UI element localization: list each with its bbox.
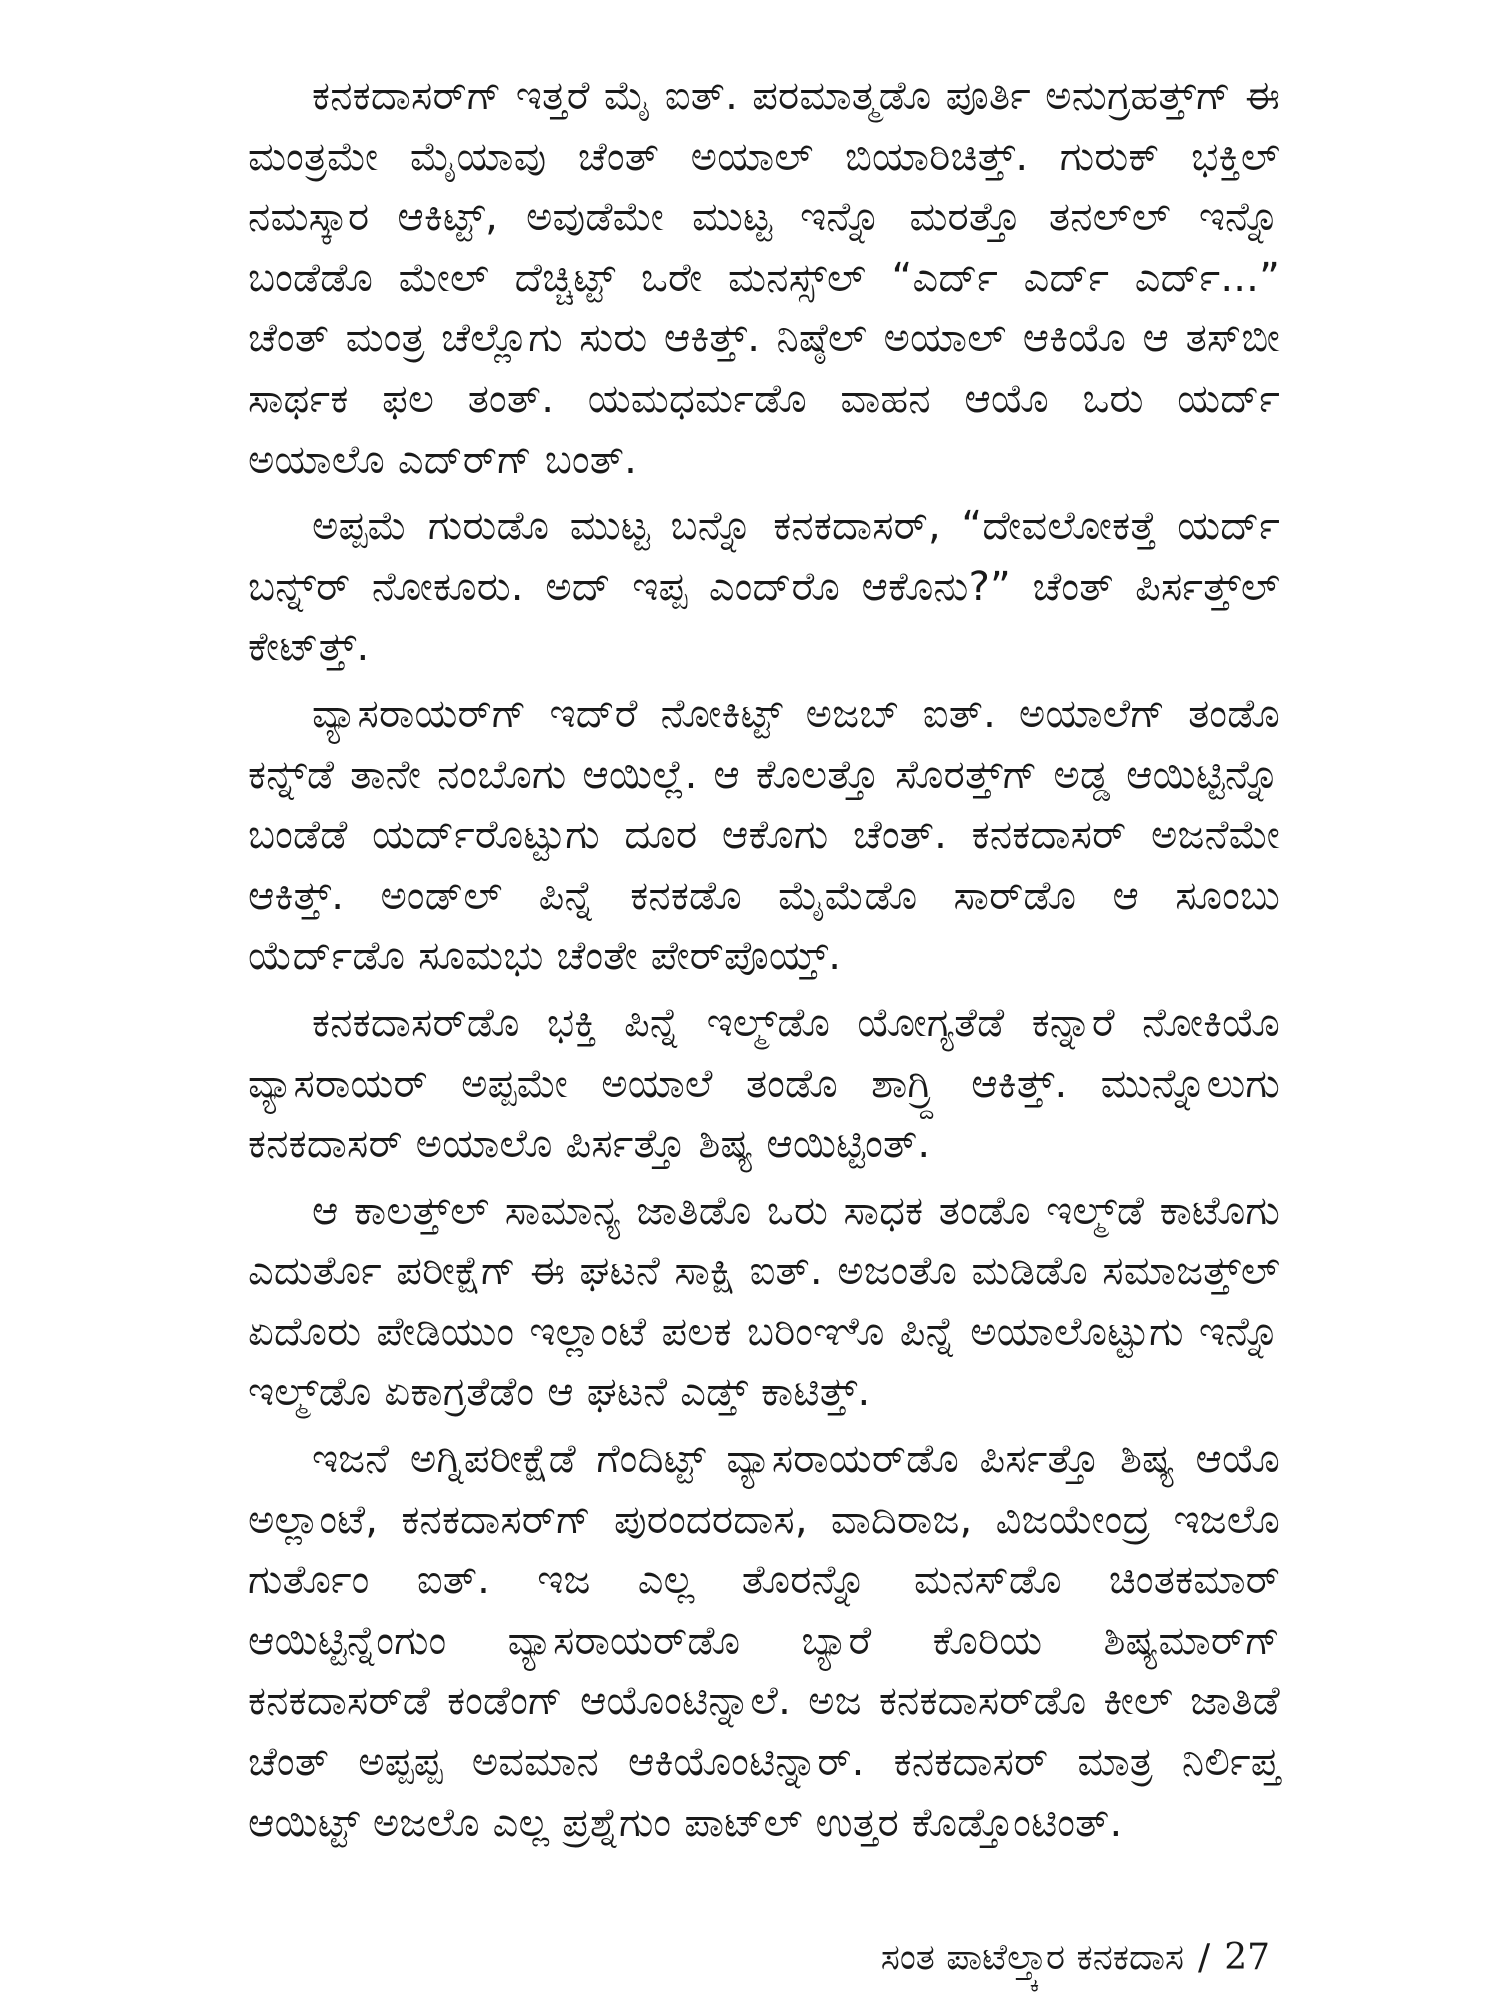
paragraph: ವ್ಯಾಸರಾಯರ್‌ಗ್ ಇದ್‌ರೆ ನೋಕಿಟ್ಟ್ ಅಜಬ್ ಐತ್. ಅಯಾಲೆಗ್ ತಂಡೊ ಕನ್ನ್‌ಡೆ ತಾನೇ ನಂಬೊಗು ಆಯಿಲ್ಲೆ. ಆ ಕೊಲತ್ತೊ ಸೊರತ್ತ್‌ಗ್ ಅಡ್ಡ ಆಯಿಟ್ಟಿನ್ನೊ ಬಂಡೆಡೆ ಯರ್ದ್‌ರೊಟ್ಟುಗು ದೂರ ಆಕೊಗು ಚೆಂತ್. ಕನಕದಾಸರ್ ಅಜನೆಮೇ ಆಕಿತ್ತ್. ಅಂಡ್‌ಲ್ ಪಿನ್ನೆ ಕನಕಡೊ ಮೈಮೆಡೊ ಸಾರ್‌ಡೊ ಆ ಸೂಂಬು ಯೆರ್ದ್‌ಡೊ ಸೂಮಭು ಚೆಂತೇ ಪೇರ್‌ಪೊಯ್ತ್. bbox=[248, 690, 1280, 980]
paragraph: ಕನಕದಾಸರ್‌ಗ್ ಇತ್ತರೆ ಮೈ ಐತ್. ಪರಮಾತ್ಮಡೊ ಪೂರ್ತಿ ಅನುಗ್ರಹತ್ತ್‌ಗ್ ಈ ಮಂತ್ರಮೇ ಮೈಯಾವು ಚೆಂತ್ ಅಯಾಲ್ ಬಿಯಾರಿಚಿತ್ತ್. ಗುರುಕ್ ಭಕ್ತಿಲ್ ನಮಸ್ಕಾರ ಆಕಿಟ್ಟ್, ಅವುಡೆಮೇ ಮುಟ್ಟ ಇನ್ನೊ ಮರತ್ತೊ ತನಲ್‌ಲ್ ಇನ್ನೊ ಬಂಡೆಡೊ ಮೇಲ್ ದೆಚ್ಚಿಟ್ಟ್ ಒರೇ ಮನಸ್ಸ್‌ಲ್ “ಎರ್ದ್ ಎರ್ದ್ ಎರ್ದ್...” ಚೆಂತ್ ಮಂತ್ರ ಚೆಲ್ಲೊಗು ಸುರು ಆಕಿತ್ತ್. ನಿಷ್ಠೆಲ್ ಅಯಾಲ್ ಆಕಿಯೊ ಆ ತಸ್‌ಬೀ ಸಾರ್ಥಕ ಫಲ ತಂತ್. ಯಮಧರ್ಮಡೊ ವಾಹನ ಆಯೊ ಒರು ಯರ್ದ್ ಅಯಾಲೊ ಎದ್‌ರ್‌ಗ್ ಬಂತ್. bbox=[248, 73, 1280, 483]
paragraph: ಕನಕದಾಸರ್‌ಡೊ ಭಕ್ತಿ ಪಿನ್ನೆ ಇಲ್ಮ್‌ಡೊ ಯೋಗ್ಯತೆಡೆ ಕನ್ನಾರೆ ನೋಕಿಯೊ ವ್ಯಾಸರಾಯರ್ ಅಪ್ಪಮೇ ಅಯಾಲೆ ತಂಡೊ ಶಾಗ್ರ್ದಿ ಆಕಿತ್ತ್. ಮುನ್ನೊಲುಗು ಕನಕದಾಸರ್ ಅಯಾಲೊ ಪಿರ್ಸತ್ತೊ ಶಿಷ್ಯ ಆಯಿಟ್ಟಿಂತ್. bbox=[248, 999, 1280, 1168]
footer-separator: / bbox=[1198, 1937, 1211, 1978]
paragraph: ಅಪ್ಪಮೆ ಗುರುಡೊ ಮುಟ್ಟ ಬನ್ನೊ ಕನಕದಾಸರ್, “ದೇವಲೋಕತ್ತೆ ಯರ್ದ್ ಬನ್ನ್‌ರ್ ನೋಕೂರು. ಅದ್ ಇಪ್ಪ ಎಂದ್‌ರೊ ಆಕೊನು?” ಚೆಂತ್ ಪಿರ್ಸತ್ತ್‌ಲ್ ಕೇಟ್‌ತ್ತ್. bbox=[248, 503, 1280, 671]
page-footer bbox=[881, 1936, 1270, 1980]
body-text bbox=[248, 66, 1280, 1859]
running-title: ಸಂತ ಪಾಟೆಲ್ತ್ಕಾರ ಕನಕದಾಸ bbox=[880, 1937, 1185, 1978]
paragraph: ಇಜನೆ ಅಗ್ನಿಪರೀಕ್ಷೆಡೆ ಗೆಂದಿಟ್ಟ್ ವ್ಯಾಸರಾಯರ್‌ಡೊ ಪಿರ್ಸತ್ತೊ ಶಿಷ್ಯ ಆಯೊ ಅಲ್ಲಾಂಟೆ, ಕನಕದಾಸರ್‌ಗ್ ಪುರಂದರದಾಸ, ವಾದಿರಾಜ, ವಿಜಯೇಂದ್ರ ಇಜಲೊ ಗುರ್ತೊಂ ಐತ್. ಇಜ ಎಲ್ಲ ತೊರನ್ನೊ ಮನಸ್‌ಡೊ ಚಿಂತಕಮಾರ್ ಆಯಿಟ್ಟಿನ್ನೆಂಗುಂ ವ್ಯಾಸರಾಯರ್‌ಡೊ ಬ್ಯಾರೆ ಕೊರಿಯ ಶಿಷ್ಯಮಾರ್‌ಗ್ ಕನಕದಾಸರ್‌ಡೆ ಕಂಡೆಂಗ್ ಆಯೊಂಟಿನ್ನಾಲೆ. ಅಜ ಕನಕದಾಸರ್‌ಡೊ ಕೀಲ್ ಜಾತಿಡೆ ಚೆಂತ್ ಅಪ್ಪಪ್ಪ ಅವಮಾನ ಆಕಿಯೊಂಟಿನ್ನಾರ್. ಕನಕದಾಸರ್ ಮಾತ್ರ ನಿರ್ಲಿಪ್ತ ಆಯಿಟ್ಟ್ ಅಜಲೊ ಎಲ್ಲ ಪ್ರಶ್ನೆಗುಂ ಪಾಟ್‌ಲ್ ಉತ್ತರ ಕೊಡ್ತೊಂಟಿಂತ್. bbox=[248, 1436, 1280, 1846]
page-number: 27 bbox=[1224, 1937, 1270, 1978]
paragraph: ಆ ಕಾಲತ್ತ್‌ಲ್ ಸಾಮಾನ್ಯ ಜಾತಿಡೊ ಒರು ಸಾಧಕ ತಂಡೊ ಇಲ್ಮ್‌ಡೆ ಕಾಟೊಗು ಎದುರ್ತೊ ಪರೀಕ್ಷೆಗ್ ಈ ಘಟನೆ ಸಾಕ್ಷಿ ಐತ್. ಅಜಂತೊ ಮಡಿಡೊ ಸಮಾಜತ್ತ್‌ಲ್ ಏದೊರು ಪೇಡಿಯುಂ ಇಲ್ಲಾಂಟೆ ಪಲಕ ಬರಿಂಞೊ ಪಿನ್ನೆ ಅಯಾಲೊಟ್ಟುಗು ಇನ್ನೊ ಇಲ್ಮ್‌ಡೊ ಏಕಾಗ್ರತೆಡೆಂ ಆ ಘಟನೆ ಎಡ್ತ್ ಕಾಟಿತ್ತ್. bbox=[248, 1187, 1280, 1416]
